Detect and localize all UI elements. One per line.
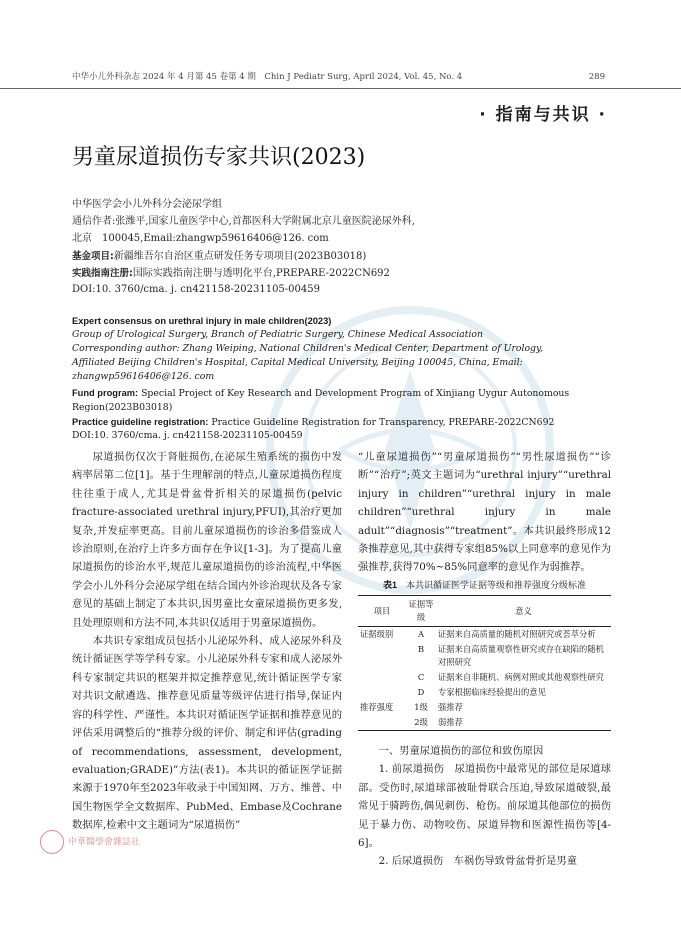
- english-group-text: Group of Urological Surgery, Branch of Pediatric Surgery, Chinese Medical Association: [72, 329, 484, 340]
- table-caption: [358, 578, 611, 591]
- header-rule: [0, 88, 681, 89]
- registration-label: 实践指南注册:: [72, 268, 133, 279]
- english-registration: [72, 415, 612, 430]
- english-title: [72, 314, 612, 329]
- table-cell: 专家根据临床经验提出的意见: [438, 687, 546, 697]
- fund-line: [72, 248, 612, 265]
- table-cell: [358, 642, 406, 670]
- table-cell: D: [417, 687, 425, 697]
- table-header-item: 项目: [358, 596, 406, 627]
- body-paragraph-4: 1. 前尿道损伤 尿道损伤中最常见的部位是尿道球部。受伤时,尿道球部被耻骨联合压迫,导致尿道破裂,最常见于骑跨伤,偶见刺伤、枪伤。前尿道其他部位的损伤见于暴力伤、动物咬伤、尿道异物和医源性损伤等[4-6]。: [358, 763, 611, 850]
- corresponding-line-2: 北京 100045,Email:zhangwp59616406@126. com: [72, 233, 329, 244]
- table-header-level: 证据等级: [406, 596, 436, 627]
- english-title-text: Expert consensus on urethral injury in male children(2023): [72, 316, 332, 326]
- table-cell: 证据级别: [360, 629, 394, 639]
- english-fund: [72, 386, 612, 415]
- publisher-seal-icon: [40, 830, 64, 854]
- corresponding-line-1: 通信作者:张潍平,国家儿童医学中心,首都医科大学附属北京儿童医院泌尿外科,: [72, 216, 415, 227]
- right-column-top: [358, 448, 611, 577]
- doi-en: DOI:10. 3760/cma. j. cn421158-20231105-00459: [72, 430, 303, 441]
- article-title: 男童尿道损伤专家共识(2023): [72, 145, 366, 170]
- table-cell: 证据来自高质量观察性研究或存在缺陷的随机对照研究: [438, 644, 604, 667]
- body-paragraph-2: 本共识专家组成员包括小儿泌尿外科、成人泌尿外科及统计循证医学等学科专家。小儿泌尿外科专家和成人泌尿外科专家制定共识的框架并拟定推荐意见,统计循证医学专家对共识文献遴选、推荐意见质量等级评估进行指导,保证内容的科学性、严谨性。本共识对循证医学证据和推荐意见的评估采用调整后的“推荐分级的评价、制定和评估(grading of recommendations, assessment, development, evaluation;GRADE)”方法(表1)。本共识的循证医学证据来源于1970年至2023年收录于中国知网、万方、维普、中国生物医学全文数据库、PubMed、Embase及Cochrane数据库,检索中文主题词为“尿道损伤”: [72, 635, 342, 832]
- table-cell: 弱推荐: [436, 715, 611, 731]
- english-fund-text: Special Project of Key Research and Development Program of Xinjiang Uygur Autonomous Region(2023B03018): [72, 388, 570, 414]
- journal-header: 中华小儿外科杂志 2024 年 4 月第 45 卷第 4 期 Chin J Pediatr Surg, April 2024, Vol. 45, No. 4: [72, 72, 463, 82]
- registration-text: 国际实践指南注册与透明化平台,PREPARE-2022CN692: [132, 268, 390, 279]
- english-corr-1: [72, 342, 612, 356]
- table-cell: 证据来自非随机、病例对照或其他观察性研究: [438, 672, 604, 682]
- body-paragraph-3: “儿童尿道损伤”“男童尿道损伤”“男性尿道损伤”“诊断”“治疗”;英文主题词为“urethral injury”“urethral injury in children”“urethral injury in male children”“urethral injury in male adult”“diagnosis”“treatment”。本共识最终形成12条推荐意见,其中获得专家组85%以上同意率的意见作为强推荐,获得70%~85%同意率的意见作为弱推荐。: [358, 451, 611, 574]
- table-cell: [358, 685, 406, 700]
- table-row: [358, 642, 611, 670]
- table-row: [358, 685, 611, 700]
- english-email-text: zhangwp59616406@126. com: [72, 371, 215, 382]
- table-cell: 2级: [406, 715, 436, 731]
- publisher-name: 中華醫學會雜誌社: [68, 837, 141, 848]
- english-group: [72, 328, 612, 342]
- registration-line: [72, 265, 612, 282]
- table-cell: B: [417, 644, 425, 654]
- english-corr-1-text: Corresponding author: Zhang Weiping, National Children's Medical Center, Department of Urology,: [72, 343, 543, 354]
- table-cell: 证据来自高质量的随机对照研究或荟萃分析: [438, 629, 596, 639]
- english-corr-2-text: Affiliated Beijing Children's Hospital, Capital Medical University, Beijing 100045, China, Email:: [72, 357, 523, 368]
- doi-cn: DOI:10. 3760/cma. j. cn421158-20231105-00459: [72, 284, 320, 295]
- english-email: [72, 370, 612, 384]
- table-cell: C: [417, 672, 425, 682]
- table-row: [358, 715, 611, 731]
- section-label: · 指南与共识 ·: [479, 105, 607, 125]
- evidence-table: [358, 595, 611, 731]
- english-registration-label: Practice guideline registration:: [72, 417, 209, 427]
- table-cell: 1级: [414, 702, 428, 712]
- table-caption-text: 本共识循证医学证据等级和推荐强度分级标准: [406, 581, 587, 591]
- left-column: [72, 448, 342, 835]
- table-row: [358, 700, 611, 715]
- page-number: 289: [588, 72, 605, 82]
- table-cell: [358, 715, 406, 731]
- table-header-meaning: 意义: [436, 596, 611, 627]
- body-paragraph-1: 尿道损伤仅次于肾脏损伤,在泌尿生殖系统的损伤中发病率居第二位[1]。基于生理解剖的特点,儿童尿道损伤程度往往重于成人,尤其是骨盆骨折相关的尿道损伤(pelvic fracture-associated urethral injury,PFUI),其治疗更加复杂,并发症率更高。目前儿童尿道损伤的诊治多借鉴成人诊治原则,在治疗上许多方面存在争议[1-3]。为了提高儿童尿道损伤的诊治水平,规范儿童尿道损伤的诊治流程,中华医学会小儿外科分会泌尿学组在结合国内外诊治现状及各专家意见的基础上制定了本共识,因男童比女童尿道损伤更多发,且处理原则和方法不同,本共识仅适用于男童尿道损伤。: [72, 451, 342, 629]
- publisher-logo: [40, 830, 140, 854]
- section-heading-1: 一、男童尿道损伤的部位和致伤原因: [378, 745, 544, 757]
- english-fund-label: Fund program:: [72, 388, 139, 398]
- body-paragraph-5: 2. 后尿道损伤 车祸伤导致骨盆骨折是男童: [378, 855, 578, 868]
- table-caption-label: 表1: [382, 580, 397, 590]
- english-registration-text: Practice Guideline Registration for Transparency, PREPARE-2022CN692: [208, 417, 555, 428]
- fund-label: 基金项目:: [72, 251, 114, 262]
- table-row: [358, 670, 611, 685]
- author-group: 中华医学会小儿外科分会泌尿学组: [72, 199, 222, 210]
- table-cell: A: [418, 629, 424, 639]
- table-cell: 推荐强度: [360, 702, 394, 712]
- table-cell: 强推荐: [438, 702, 463, 712]
- right-column-bottom: [358, 742, 611, 871]
- table-row: [358, 627, 611, 643]
- fund-text: 新疆维吾尔自治区重点研发任务专项项目(2023B03018): [113, 251, 367, 262]
- table-cell: [358, 670, 406, 685]
- english-corr-2: [72, 356, 612, 370]
